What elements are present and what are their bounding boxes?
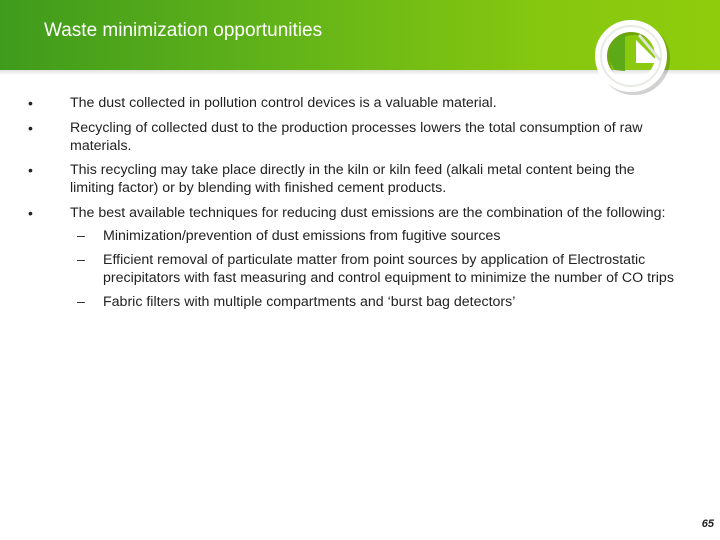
dash-marker: – [77,251,85,268]
page-number: 65 [701,518,714,530]
bullet-marker: • [28,119,33,136]
sub-bullet-text: Minimization/prevention of dust emissions from fugitive sources [103,227,501,244]
bullet-text: The best available techniques for reducing dust emissions are the combination of the following: [70,204,666,221]
bullet-list [28,94,678,317]
sub-bullet-item [70,293,678,311]
bullet-text: This recycling may take place directly in the kiln or kiln feed (alkali metal content being the limiting factor) or by blending with finished cement products. [70,162,635,196]
bullet-marker: • [28,162,33,178]
sub-bullet-item [70,227,678,245]
sub-bullet-text: Efficient removal of particulate matter from point sources by application of Electrostatic precipitators with fast measuring and control equipment to minimize the number of CO trips [103,251,674,286]
bullet-item [28,161,678,197]
bullet-item [28,94,678,112]
sub-bullet-list [70,227,678,311]
sub-bullet-item [70,251,678,287]
pie-chart-logo-icon [588,14,680,98]
sub-bullet-text: Fabric filters with multiple compartments and ‘burst bag detectors’ [103,293,516,310]
dash-marker: – [77,227,85,244]
bullet-item [28,119,678,155]
bullet-item [28,204,678,311]
bullet-text: The dust collected in pollution control devices is a valuable material. [70,95,497,111]
dash-marker: – [77,293,85,310]
bullet-marker: • [28,95,33,111]
bullet-text: Recycling of collected dust to the production processes lowers the total consumption of raw materials. [70,119,643,154]
bullet-marker: • [28,204,33,221]
slide-title: Waste minimization opportunities [44,20,323,41]
